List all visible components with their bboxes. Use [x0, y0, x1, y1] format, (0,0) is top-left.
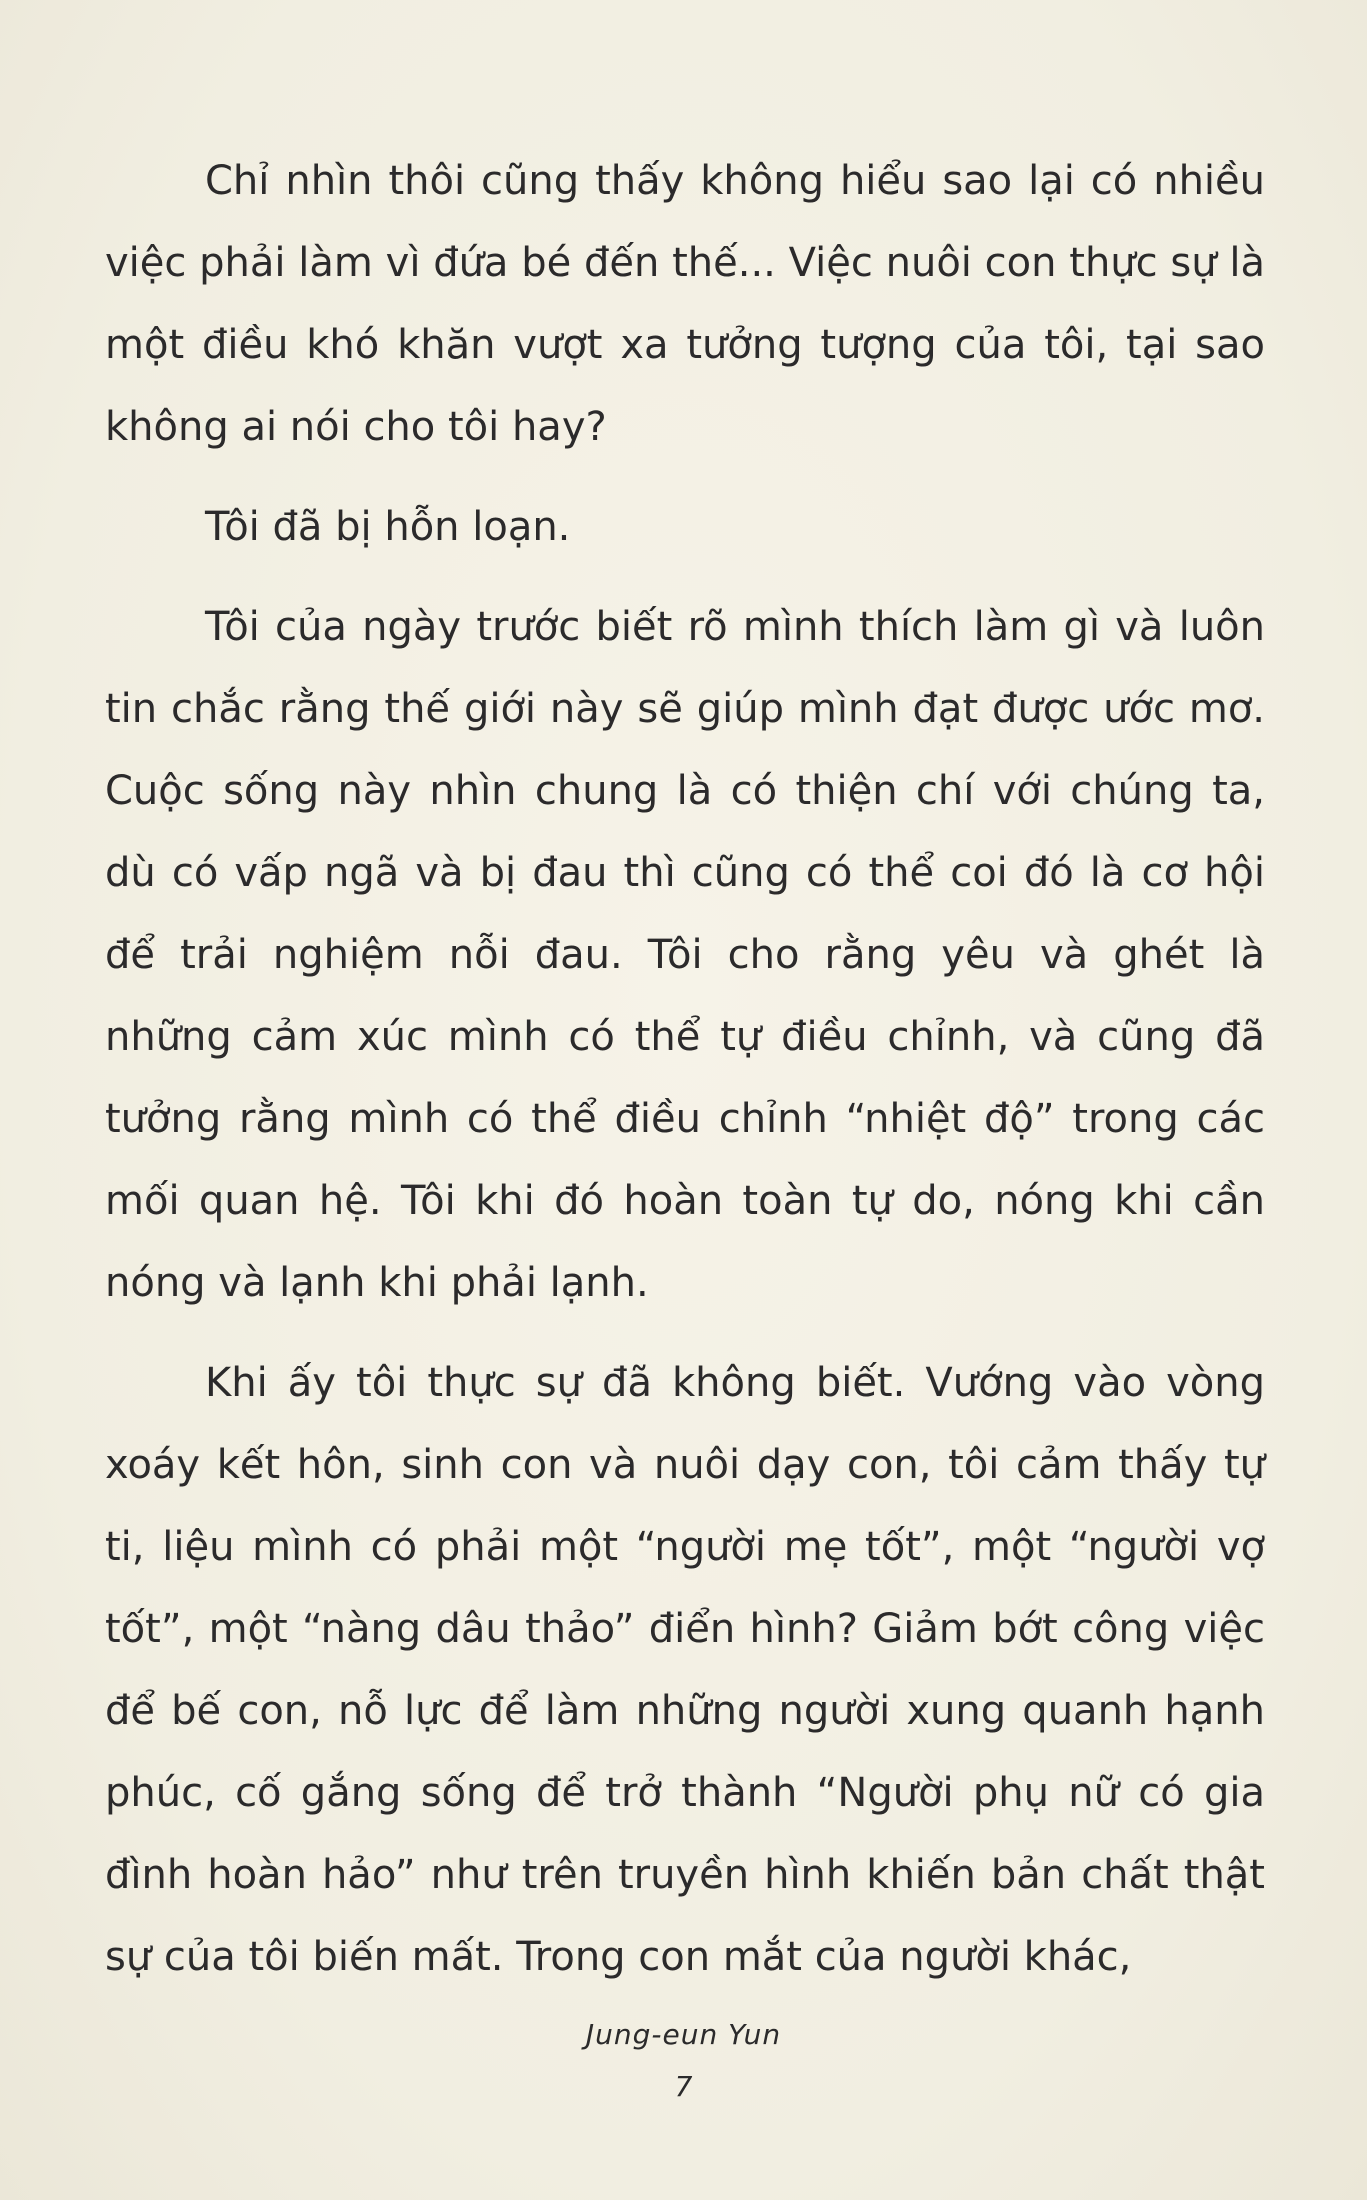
paragraph-4: Khi ấy tôi thực sự đã không biết. Vướng vào vòng xoáy kết hôn, sinh con và nuôi dạy con, tôi cảm thấy tự ti, liệu mình có phải một “người mẹ tốt”, một “người vợ tốt”, một “nàng dâu thảo” điển hình? Giảm bớt công việc để bế con, nỗ lực để làm những người xung quanh hạnh phúc, cố gắng sống để trở thành “Người phụ nữ có gia đình hoàn hảo” như trên truyền hình khiến bản chất thật sự của tôi biến mất. Trong con mắt của người khác, — [105, 1360, 1265, 1980]
paragraph-3: Tôi của ngày trước biết rõ mình thích làm gì và luôn tin chắc rằng thế giới này sẽ giúp mình đạt được ước mơ. Cuộc sống này nhìn chung là có thiện chí với chúng ta, dù có vấp ngã và bị đau thì cũng có thể coi đó là cơ hội để trải nghiệm nỗi đau. Tôi cho rằng yêu và ghét là những cảm xúc mình có thể tự điều chỉnh, và cũng đã tưởng rằng mình có thể điều chỉnh “nhiệt độ” trong các mối quan hệ. Tôi khi đó hoàn toàn tự do, nóng khi cần nóng và lạnh khi phải lạnh. — [105, 604, 1265, 1306]
page-number: 7 — [674, 2070, 693, 2103]
footer-author: Jung-eun Yun — [585, 2018, 782, 2051]
body-text — [105, 140, 1265, 1998]
paragraph-1: Chỉ nhìn thôi cũng thấy không hiểu sao lại có nhiều việc phải làm vì đứa bé đến thế... Việc nuôi con thực sự là một điều khó khăn vượt xa tưởng tượng của tôi, tại sao không ai nói cho tôi hay? — [105, 158, 1265, 450]
paragraph-2: Tôi đã bị hỗn loạn. — [205, 504, 571, 550]
